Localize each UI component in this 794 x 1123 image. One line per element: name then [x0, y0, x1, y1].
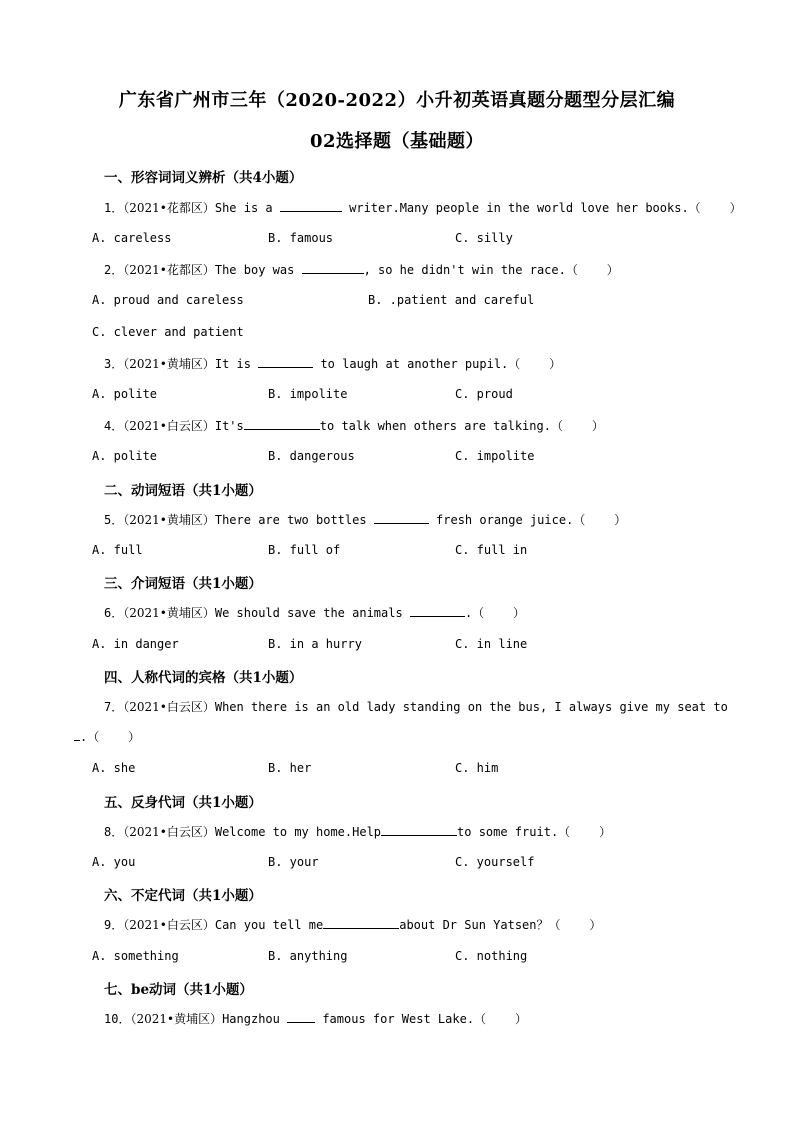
option-a[interactable]: A. you [92, 855, 136, 869]
question-3: 3．（2021•黄埔区）It is to laugh at another pupil.（ ） [104, 357, 562, 371]
question-5: 5．（2021•黄埔区）There are two bottles fresh orange juice.（ ） [104, 513, 627, 527]
option-c[interactable]: C. clever and patient [92, 325, 244, 339]
answer-blank[interactable] [302, 261, 364, 274]
option-a[interactable]: A. polite [92, 449, 158, 463]
option-b[interactable]: B. her [268, 761, 312, 775]
question-4: 4．（2021•白云区）It's to talk when others are talking.（ ） [104, 419, 604, 433]
section-heading-6: 六、不定代词（共1小题） [104, 888, 262, 904]
question-1: 1．（2021•花都区）She is a writer.Many people in the world love her books.（ ） [104, 201, 742, 215]
section-heading-1: 一、形容词词义辨析（共4小题） [104, 170, 303, 186]
option-c[interactable]: C. impolite [455, 449, 535, 463]
document-title: 广东省广州市三年（2020-2022）小升初英语真题分题型分层汇编 [118, 90, 676, 111]
answer-blank[interactable] [323, 916, 399, 929]
option-c[interactable]: C. full in [455, 543, 528, 557]
question-7: 7．（2021•白云区）When there is an old lady standing on the bus, I always give my seat to [104, 700, 728, 714]
option-a[interactable]: A. polite [92, 387, 158, 401]
section-heading-5: 五、反身代词（共1小题） [104, 795, 262, 811]
section-heading-4: 四、人称代词的宾格（共1小题） [104, 670, 303, 686]
option-c[interactable]: C. proud [455, 387, 513, 401]
section-heading-2: 二、动词短语（共1小题） [104, 483, 262, 499]
question-8: 8．（2021•白云区）Welcome to my home.Help to some fruit.（ ） [104, 825, 612, 839]
question-10: 10．（2021•黄埔区）Hangzhou famous for West Lake.（ ） [104, 1012, 527, 1026]
option-a[interactable]: A. in danger [92, 637, 179, 651]
option-c[interactable]: C. yourself [455, 855, 535, 869]
document-subtitle: 02选择题（基础题） [309, 131, 485, 152]
answer-blank[interactable] [280, 199, 342, 212]
option-b[interactable]: B. .patient and careful [368, 293, 535, 307]
question-9: 9．（2021•白云区）Can you tell me about Dr Sun Yatsen？（ ） [104, 918, 602, 932]
section-heading-3: 三、介词短语（共1小题） [104, 576, 262, 592]
option-b[interactable]: B. in a hurry [268, 637, 362, 651]
option-b[interactable]: B. dangerous [268, 449, 355, 463]
option-b[interactable]: B. your [268, 855, 319, 869]
option-a[interactable]: A. something [92, 949, 179, 963]
option-c[interactable]: C. silly [455, 231, 513, 245]
option-b[interactable]: B. full of [268, 543, 341, 557]
option-a[interactable]: A. proud and careless [92, 293, 244, 307]
question-2: 2．（2021•花都区）The boy was , so he didn't win the race.（ ） [104, 263, 619, 277]
answer-blank[interactable] [410, 604, 465, 617]
answer-blank[interactable] [244, 417, 320, 430]
option-a[interactable]: A. she [92, 761, 136, 775]
question-7-continuation: .（ ） [74, 728, 140, 745]
option-a[interactable]: A. full [92, 543, 143, 557]
answer-blank[interactable] [374, 511, 429, 524]
option-a[interactable]: A. careless [92, 231, 172, 245]
option-b[interactable]: B. anything [268, 949, 348, 963]
answer-blank[interactable] [258, 355, 313, 368]
answer-blank[interactable] [381, 823, 457, 836]
answer-blank[interactable] [287, 1010, 315, 1023]
option-b[interactable]: B. impolite [268, 387, 348, 401]
question-6: 6．（2021•黄埔区）We should save the animals .（ ） [104, 606, 526, 620]
option-c[interactable]: C. him [455, 761, 499, 775]
option-b[interactable]: B. famous [268, 231, 334, 245]
option-c[interactable]: C. in line [455, 637, 528, 651]
section-heading-7: 七、be动词（共1小题） [104, 982, 253, 998]
option-c[interactable]: C. nothing [455, 949, 528, 963]
